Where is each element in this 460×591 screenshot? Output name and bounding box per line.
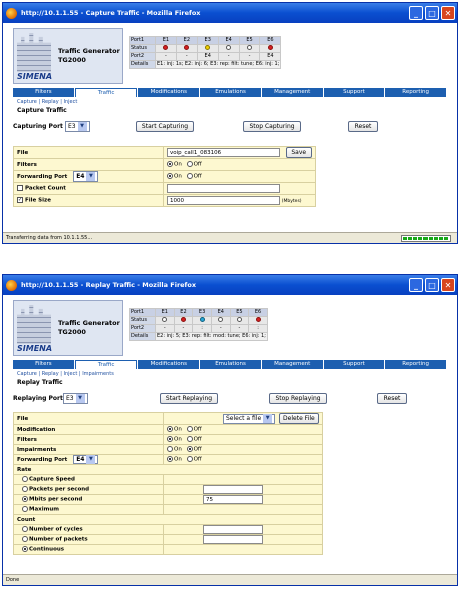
port2-cell: : xyxy=(249,325,268,333)
details-label: Details xyxy=(130,333,156,341)
status-cell xyxy=(260,45,281,53)
rate-option: Mbits per second xyxy=(14,495,164,505)
nav-traffic[interactable]: Traffic xyxy=(75,88,138,97)
rate-mbps-radio[interactable] xyxy=(22,496,28,502)
port-header: E4 xyxy=(211,309,230,317)
replay-controls xyxy=(3,392,457,406)
start-capturing-button[interactable]: Start Capturing xyxy=(136,121,194,132)
reset-button[interactable]: Reset xyxy=(348,121,378,132)
maximize-button[interactable]: □ xyxy=(425,278,439,292)
title-bar[interactable] xyxy=(3,275,457,295)
file-label: File xyxy=(14,413,164,425)
nav-management[interactable]: Management xyxy=(262,360,323,369)
filters-off-radio[interactable] xyxy=(187,436,193,442)
nav-support[interactable]: Support xyxy=(324,360,385,369)
sub-nav[interactable]: Capture | Replay | Inject | Impairments xyxy=(17,371,114,377)
packets-input[interactable] xyxy=(203,535,263,544)
nav-management[interactable]: Management xyxy=(262,88,323,97)
count-option: Number of packets xyxy=(14,535,164,545)
status-label: Status xyxy=(130,317,156,325)
nav-filters[interactable]: Filters xyxy=(13,88,74,97)
rate-option: Packets per second xyxy=(14,485,164,495)
status-dot-icon xyxy=(256,317,261,322)
status-cell xyxy=(249,317,268,325)
sub-nav[interactable]: Capture | Replay | Inject xyxy=(17,99,78,105)
port-header: E1 xyxy=(156,309,175,317)
file-cell xyxy=(164,147,316,159)
forwarding-port-select[interactable]: E4 ▼ xyxy=(73,171,98,182)
status-cell xyxy=(156,45,177,53)
nav-reporting[interactable]: Reporting xyxy=(385,360,446,369)
file-size-checkbox[interactable]: ✓ xyxy=(18,197,23,204)
port2-cell: E4 xyxy=(260,53,281,61)
port2-cell: - xyxy=(211,325,230,333)
start-replaying-button[interactable]: Start Replaying xyxy=(160,393,218,404)
app-header xyxy=(13,300,447,358)
forwarding-on-radio[interactable] xyxy=(167,173,173,179)
close-button[interactable]: ✕ xyxy=(441,6,455,20)
replaying-port-select[interactable]: E3 ▼ xyxy=(63,393,88,404)
modification-on-radio[interactable] xyxy=(167,426,173,432)
product-name: Traffic Generator TG2000 xyxy=(58,47,120,64)
port2-cell: - xyxy=(176,53,197,61)
port-status-table xyxy=(129,308,268,341)
forwarding-off-radio[interactable] xyxy=(187,456,193,462)
port2-cell: - xyxy=(218,53,239,61)
port-status-table xyxy=(129,36,281,69)
forwarding-toggle: On Off xyxy=(164,455,323,465)
firefox-icon xyxy=(6,280,17,291)
nav-emulations[interactable]: Emulations xyxy=(200,88,261,97)
impairments-label: Impairments xyxy=(14,445,164,455)
status-text: Transferring data from 10.1.1.55... xyxy=(6,235,93,241)
firefox-icon xyxy=(6,8,17,19)
port-header: E3 xyxy=(193,309,212,317)
port-header: E4 xyxy=(218,37,239,45)
port2-cell: - xyxy=(239,53,260,61)
filters-on-radio[interactable] xyxy=(167,161,173,167)
reset-button[interactable]: Reset xyxy=(377,393,407,404)
port-header: Port1 xyxy=(130,309,156,317)
status-dot-icon xyxy=(247,45,252,50)
status-text: Done xyxy=(6,577,20,583)
capturing-port-label: Capturing Port xyxy=(13,123,63,130)
rate-option: Capture Speed xyxy=(14,475,164,485)
logo xyxy=(13,28,123,84)
pps-input[interactable] xyxy=(203,485,263,494)
status-cell xyxy=(176,45,197,53)
count-packets-radio[interactable] xyxy=(22,536,28,542)
status-dot-icon xyxy=(226,45,231,50)
page-title: Replay Traffic xyxy=(17,379,63,386)
port2-cell: - xyxy=(230,325,249,333)
nav-traffic[interactable]: Traffic xyxy=(75,360,138,369)
port-header: E5 xyxy=(230,309,249,317)
nav-support[interactable]: Support xyxy=(324,88,385,97)
status-bar xyxy=(3,232,457,243)
status-dot-icon xyxy=(268,45,273,50)
file-select[interactable]: Select a file ▼ xyxy=(223,414,275,424)
file-label: File xyxy=(14,147,164,159)
chevron-down-icon: ▼ xyxy=(86,172,95,181)
chevron-down-icon: ▼ xyxy=(263,414,272,423)
rate-maximum-radio[interactable] xyxy=(22,506,28,512)
modification-toggle: On Off xyxy=(164,425,323,435)
replay-traffic-window xyxy=(2,274,458,586)
nav-reporting[interactable]: Reporting xyxy=(385,88,446,97)
main-nav xyxy=(13,88,447,97)
stop-capturing-button[interactable]: Stop Capturing xyxy=(243,121,301,132)
rate-pps-radio[interactable] xyxy=(22,486,28,492)
impairments-toggle: On Off xyxy=(164,445,323,455)
port-header: E2 xyxy=(174,309,193,317)
logo xyxy=(13,300,123,356)
status-cell xyxy=(197,45,218,53)
status-cell xyxy=(193,317,212,325)
close-button[interactable]: ✕ xyxy=(441,278,455,292)
capturing-port-select[interactable]: E3 ▼ xyxy=(65,121,90,132)
filters-label: Filters xyxy=(14,159,164,171)
file-size-input[interactable]: 1000 xyxy=(167,196,280,205)
count-section-label: Count xyxy=(14,515,323,525)
count-option: Number of cycles xyxy=(14,525,164,535)
details-label: Details xyxy=(130,61,156,69)
mbps-input[interactable]: 75 xyxy=(203,495,263,504)
filters-toggle: On Off xyxy=(164,435,323,445)
progress-bar xyxy=(401,235,451,242)
chevron-down-icon: ▼ xyxy=(78,122,87,131)
product-name: Traffic Generator TG2000 xyxy=(58,319,120,336)
filters-toggle: On Off xyxy=(164,159,316,171)
replaying-port-label: Replaying Port xyxy=(13,395,63,402)
window-title: http://10.1.1.55 - Replay Traffic - Mozilla Firefox xyxy=(21,281,197,289)
capture-controls xyxy=(3,120,457,134)
impairments-off-radio[interactable] xyxy=(187,446,193,452)
status-dot-icon xyxy=(205,45,210,50)
forwarding-on-radio[interactable] xyxy=(167,456,173,462)
filters-on-radio[interactable] xyxy=(167,436,173,442)
capture-traffic-window xyxy=(2,2,458,244)
modification-off-radio[interactable] xyxy=(187,426,193,432)
forwarding-port-label: Forwarding Port E4 ▼ xyxy=(14,455,164,465)
packet-count-checkbox[interactable] xyxy=(17,185,23,191)
count-option: Continuous xyxy=(14,545,164,555)
port2-label: Port2 xyxy=(130,53,156,61)
file-size-label: ✓ File Size xyxy=(14,195,164,207)
forwarding-port-select[interactable]: E4 ▼ xyxy=(73,455,98,464)
nav-modifications[interactable]: Modifications xyxy=(138,360,199,369)
port-header: E1 xyxy=(156,37,177,45)
port-header: Port1 xyxy=(130,37,156,45)
port-header: E3 xyxy=(197,37,218,45)
file-size-cell xyxy=(164,195,316,207)
stop-replaying-button[interactable]: Stop Replaying xyxy=(269,393,327,404)
maximize-button[interactable]: □ xyxy=(425,6,439,20)
rate-capture-speed-radio[interactable] xyxy=(22,476,28,482)
status-cell xyxy=(156,317,175,325)
packet-count-label: Packet Count xyxy=(14,183,164,195)
nav-emulations[interactable]: Emulations xyxy=(200,360,261,369)
status-cell xyxy=(211,317,230,325)
file-name-input[interactable]: voip_call1_083106 xyxy=(167,148,280,157)
chevron-down-icon: ▼ xyxy=(86,455,95,464)
port-header: E2 xyxy=(176,37,197,45)
packet-count-cell xyxy=(164,183,316,195)
port2-cell: - xyxy=(174,325,193,333)
details-text: E1: inj: 1s; E2: inj: 6; E3: rep: filt: tune; E6: inj: 1; xyxy=(157,61,280,67)
port-header: E5 xyxy=(239,37,260,45)
port2-cell: - xyxy=(156,325,175,333)
count-continuous-radio[interactable] xyxy=(22,546,28,552)
cycles-input[interactable] xyxy=(203,525,263,534)
rate-option: Maximum xyxy=(14,505,164,515)
status-dot-icon xyxy=(200,317,205,322)
status-cell xyxy=(239,45,260,53)
details-text: E2: inj: 5; E3: rep: filt: mod: tune; E6: inj: 1; xyxy=(157,333,266,339)
port-header: E6 xyxy=(249,309,268,317)
status-dot-icon xyxy=(163,45,168,50)
forwarding-off-radio[interactable] xyxy=(187,173,193,179)
status-label: Status xyxy=(130,45,156,53)
status-cell xyxy=(230,317,249,325)
rate-section-label: Rate xyxy=(14,465,323,475)
nav-filters[interactable]: Filters xyxy=(13,360,74,369)
status-bar xyxy=(3,574,457,585)
delete-file-button[interactable]: Delete File xyxy=(279,413,319,424)
brand-name: SIMENA xyxy=(17,344,53,353)
status-dot-icon xyxy=(181,317,186,322)
modification-label: Modification xyxy=(14,425,164,435)
page-title: Capture Traffic xyxy=(17,107,67,114)
title-bar[interactable] xyxy=(3,3,457,23)
port2-cell: E4 xyxy=(197,53,218,61)
file-cell xyxy=(164,413,323,425)
save-button[interactable]: Save xyxy=(286,147,312,158)
nav-modifications[interactable]: Modifications xyxy=(138,88,199,97)
forwarding-toggle: On Off xyxy=(164,171,316,183)
status-dot-icon xyxy=(162,317,167,322)
main-nav xyxy=(13,360,447,369)
port-header: E6 xyxy=(260,37,281,45)
brand-name: SIMENA xyxy=(17,72,53,81)
status-dot-icon xyxy=(218,317,223,322)
window-title: http://10.1.1.55 - Capture Traffic - Mozilla Firefox xyxy=(21,9,201,17)
app-header xyxy=(13,28,447,86)
filters-off-radio[interactable] xyxy=(187,161,193,167)
forwarding-port-label: Forwarding Port E4 ▼ xyxy=(14,171,164,183)
capture-settings-table xyxy=(13,146,316,207)
port2-label: Port2 xyxy=(130,325,156,333)
status-dot-icon xyxy=(237,317,242,322)
chevron-down-icon: ▼ xyxy=(76,394,85,403)
file-size-unit: (Mbytes) xyxy=(281,199,302,204)
status-cell xyxy=(174,317,193,325)
port2-cell: : xyxy=(193,325,212,333)
status-cell xyxy=(218,45,239,53)
minimize-button[interactable]: _ xyxy=(409,278,423,292)
count-cycles-radio[interactable] xyxy=(22,526,28,532)
replay-settings-table xyxy=(13,412,323,555)
packet-count-input[interactable] xyxy=(167,184,280,193)
filters-label: Filters xyxy=(14,435,164,445)
port2-cell: - xyxy=(156,53,177,61)
impairments-on-radio[interactable] xyxy=(167,446,173,452)
status-dot-icon xyxy=(184,45,189,50)
minimize-button[interactable]: _ xyxy=(409,6,423,20)
